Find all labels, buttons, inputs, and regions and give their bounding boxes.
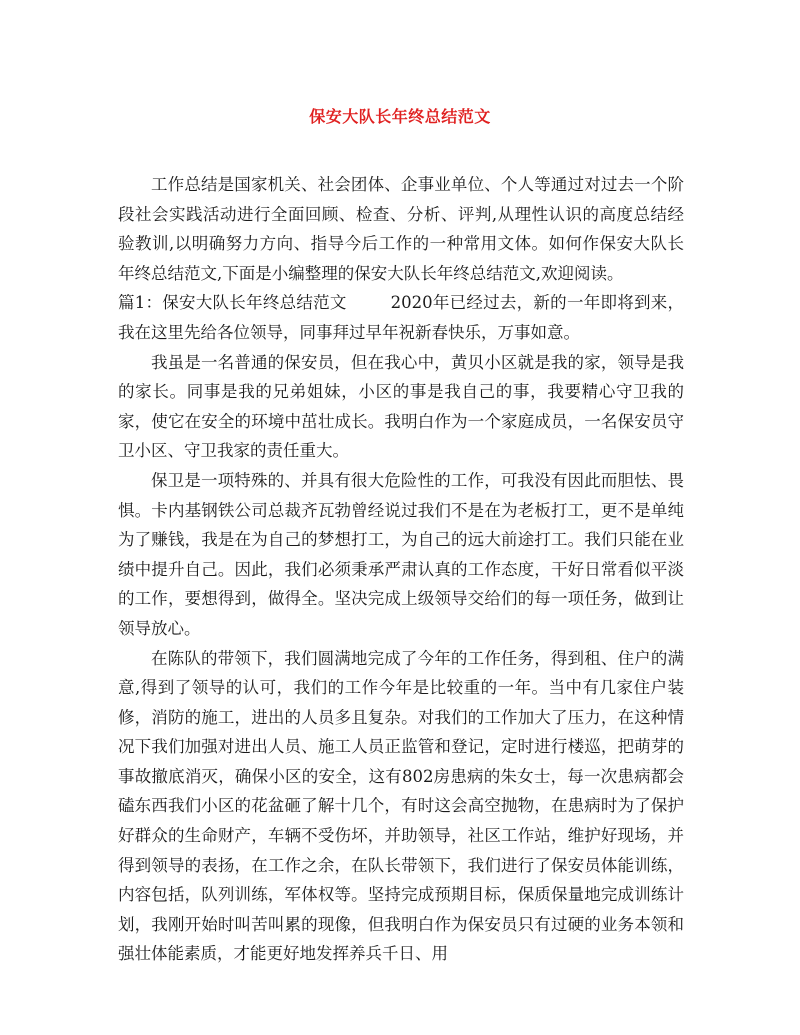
intro-paragraph: 工作总结是国家机关、社会团体、企事业单位、个人等通过对过去一个阶段社会实践活动进行全面回顾、检查、分析、评判,从理性认识的高度总结经验教训,以明确努力方向、指导今后工作的一种常用文体。如何作保安大队长年终总结范文,下面是小编整理的保安大队长年终总结范文,欢迎阅读。	[118, 175, 684, 283]
document-body	[118, 170, 684, 969]
chapter-label: 篇1：保安大队长年终总结范文	[118, 293, 347, 313]
chapter-text: 2020年已经过去，新的一年即将到来，我在这里先给各位领导，同事拜过早年祝新春快乐，万事如意。	[118, 293, 684, 342]
document-title: 保安大队长年终总结范文	[309, 107, 491, 126]
paragraph-3: 在陈队的带领下，我们圆满地完成了今年的工作任务，得到租、住户的满意,得到了领导的认可，我们的工作今年是比较重的一年。当中有几家住户装修，消防的施工，进出的人员多且复杂。对我们的工作加大了压力，在这种情况下我们加强对进出人员、施工人员正监管和登记，定时进行楼巡，把萌芽的事故撤底消灭，确保小区的安全，这有802房患病的朱女士，每一次患病都会磕东西我们小区的花盆砸了解十几个，有时这会高空抛物，在患病时为了保护好群众的生命财产，车辆不受伤坏，并助领导，社区工作站，维护好现场，并得到领导的表扬，在工作之余，在队长带领下，我们进行了保安员体能训练，内容包括，队列训练，军体权等。坚持完成预期目标，保质保量地完成训练计划，我刚开始时叫苦叫累的现像，但我明白作为保安员只有过硬的业务本领和强壮体能素质，才能更好地发挥养兵千日、用	[118, 648, 684, 964]
paragraph-1: 我虽是一名普通的保安员，但在我心中，黄贝小区就是我的家，领导是我的家长。同事是我的兄弟姐妹，小区的事是我自己的事，我要精心守卫我的家，使它在安全的环境中茁壮成长。我明白作为一个家庭成员，一名保安员守卫小区、守卫我家的责任重大。	[118, 352, 684, 461]
paragraph-2: 保卫是一项特殊的、并具有很大危险性的工作，可我没有因此而胆怯、畏惧。卡内基钢铁公司总裁齐瓦勃曾经说过我们不是在为老板打工，更不是单纯为了赚钱，我是在为自己的梦想打工，为自己的远大前途打工。我们只能在业绩中提升自己。因此，我们必须秉承严肃认真的工作态度，干好日常看似平淡的工作，要想得到，做得全。坚决完成上级领导交给们的每一项任务，做到让领导放心。	[118, 470, 684, 638]
chapter-paragraph	[118, 288, 684, 347]
